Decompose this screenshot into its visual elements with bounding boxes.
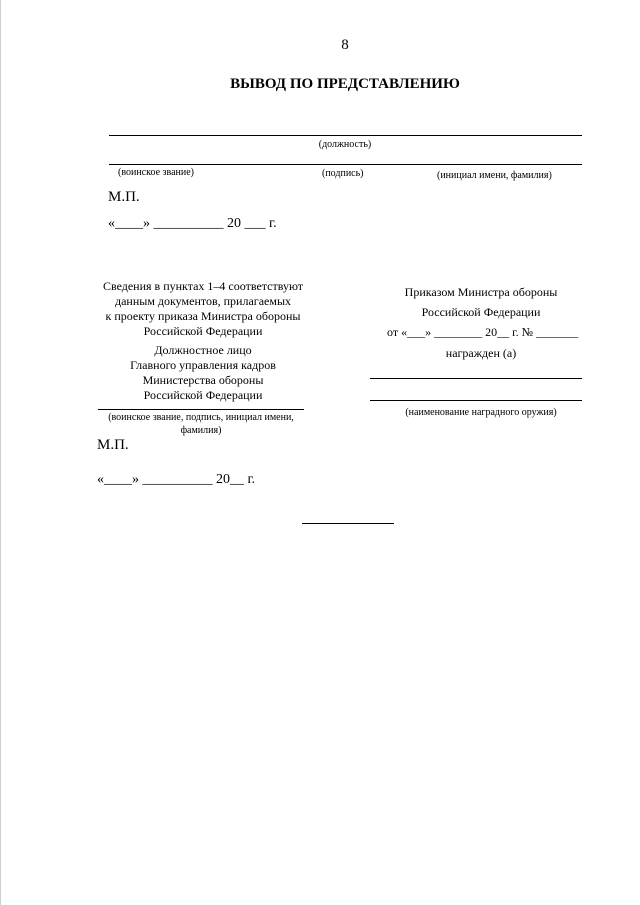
stamp-placeholder: М.П. bbox=[108, 189, 140, 205]
official-title bbox=[88, 343, 318, 403]
official-line: Министерства обороны bbox=[142, 373, 264, 387]
rank-caption: (воинское звание) bbox=[118, 167, 194, 178]
page-edge bbox=[0, 0, 1, 905]
awarded-label: награжден (а) bbox=[445, 346, 517, 360]
signature-date-line: «____» __________ 20 ___ г. bbox=[108, 216, 277, 231]
official-caption bbox=[88, 411, 314, 437]
order-date-line: от «___» ________ 20__ г. № _______ bbox=[387, 325, 579, 339]
left-stamp-placeholder: М.П. bbox=[97, 437, 129, 453]
official-caption-line: (воинское звание, подпись, инициал имени, bbox=[108, 412, 294, 423]
official-line: Российской Федерации bbox=[143, 388, 263, 402]
official-line: Главного управления кадров bbox=[130, 358, 276, 372]
page-title: ВЫВОД ПО ПРЕДСТАВЛЕНИЮ bbox=[230, 76, 460, 92]
weapon-caption: (наименование наградного оружия) bbox=[405, 407, 557, 418]
info-line: к проекту приказа Министра обороны bbox=[105, 309, 301, 323]
order-line-1: Приказом Министра обороны bbox=[404, 285, 558, 299]
signature-line bbox=[109, 164, 582, 165]
info-line: Российской Федерации bbox=[143, 324, 263, 338]
name-caption: (инициал имени, фамилия) bbox=[437, 170, 552, 181]
left-date-line: «____» __________ 20__ г. bbox=[97, 472, 256, 487]
info-line: данным документов, прилагаемых bbox=[114, 294, 292, 308]
info-line: Сведения в пунктах 1–4 соответствуют bbox=[102, 279, 304, 293]
official-caption-line: фамилия) bbox=[180, 425, 222, 436]
end-separator bbox=[302, 523, 394, 524]
page-number: 8 bbox=[341, 37, 349, 53]
official-signature-line bbox=[98, 409, 304, 410]
order-line-2: Российской Федерации bbox=[421, 305, 541, 319]
position-line bbox=[109, 135, 582, 136]
info-statement bbox=[88, 279, 318, 339]
weapon-line-2 bbox=[370, 400, 582, 401]
weapon-line-1 bbox=[370, 378, 582, 379]
position-caption: (должность) bbox=[318, 139, 372, 150]
signature-caption: (подпись) bbox=[322, 168, 364, 179]
official-line: Должностное лицо bbox=[154, 343, 252, 357]
